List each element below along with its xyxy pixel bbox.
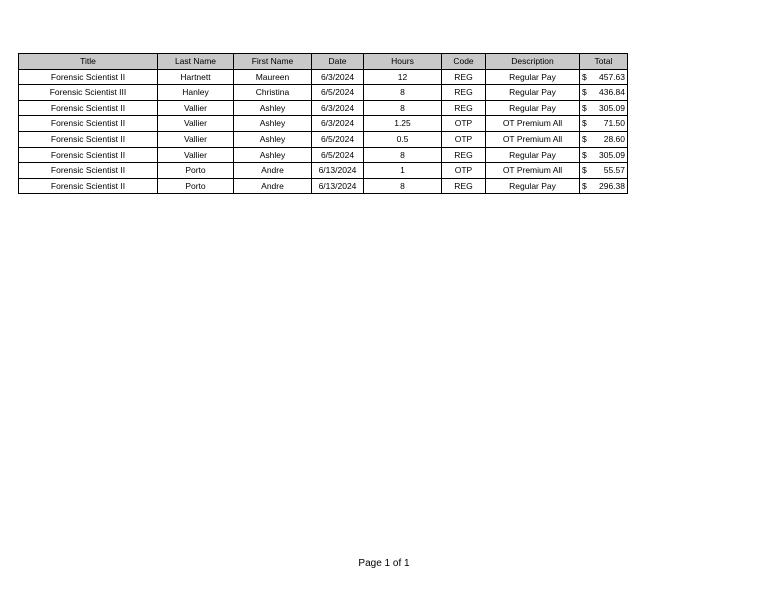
cell-first-name: Ashley	[234, 131, 312, 147]
header-title: Title	[19, 54, 158, 70]
cell-code: REG	[442, 85, 486, 101]
timesheet-table	[18, 53, 628, 194]
currency-symbol: $	[582, 165, 587, 176]
cell-first-name: Andre	[234, 163, 312, 179]
cell-total	[580, 69, 628, 85]
cell-description: Regular Pay	[486, 178, 580, 194]
cell-last-name: Vallier	[158, 100, 234, 116]
currency-symbol: $	[582, 87, 587, 98]
currency-symbol: $	[582, 134, 587, 145]
table-row	[19, 100, 628, 116]
cell-title: Forensic Scientist II	[19, 147, 158, 163]
total-amount: 28.60	[603, 134, 625, 145]
cell-code: REG	[442, 69, 486, 85]
currency-symbol: $	[582, 118, 587, 129]
cell-total	[580, 147, 628, 163]
cell-hours: 0.5	[364, 131, 442, 147]
cell-hours: 8	[364, 100, 442, 116]
cell-hours: 1.25	[364, 116, 442, 132]
cell-total	[580, 85, 628, 101]
cell-hours: 8	[364, 147, 442, 163]
cell-description: Regular Pay	[486, 147, 580, 163]
cell-description: Regular Pay	[486, 100, 580, 116]
table-row	[19, 131, 628, 147]
cell-code: OTP	[442, 116, 486, 132]
page-number: Page 1 of 1	[358, 558, 410, 569]
cell-title: Forensic Scientist II	[19, 69, 158, 85]
cell-first-name: Ashley	[234, 116, 312, 132]
cell-title: Forensic Scientist II	[19, 116, 158, 132]
cell-title: Forensic Scientist II	[19, 178, 158, 194]
cell-first-name: Ashley	[234, 100, 312, 116]
total-amount: 305.09	[599, 102, 625, 113]
cell-date: 6/3/2024	[312, 100, 364, 116]
cell-last-name: Vallier	[158, 147, 234, 163]
cell-date: 6/13/2024	[312, 163, 364, 179]
header-hours: Hours	[364, 54, 442, 70]
cell-first-name: Andre	[234, 178, 312, 194]
cell-total	[580, 178, 628, 194]
cell-total	[580, 163, 628, 179]
header-total: Total	[580, 54, 628, 70]
header-first-name: First Name	[234, 54, 312, 70]
cell-description: OT Premium All	[486, 131, 580, 147]
table-row	[19, 147, 628, 163]
total-amount: 296.38	[599, 180, 625, 191]
currency-symbol: $	[582, 71, 587, 82]
cell-last-name: Porto	[158, 178, 234, 194]
cell-first-name: Ashley	[234, 147, 312, 163]
header-last-name: Last Name	[158, 54, 234, 70]
cell-hours: 8	[364, 178, 442, 194]
currency-symbol: $	[582, 149, 587, 160]
table-row	[19, 178, 628, 194]
table-row	[19, 163, 628, 179]
cell-title: Forensic Scientist II	[19, 100, 158, 116]
cell-last-name: Vallier	[158, 116, 234, 132]
cell-hours: 1	[364, 163, 442, 179]
cell-total	[580, 131, 628, 147]
cell-title: Forensic Scientist II	[19, 163, 158, 179]
cell-title: Forensic Scientist II	[19, 131, 158, 147]
cell-total	[580, 100, 628, 116]
cell-description: Regular Pay	[486, 69, 580, 85]
cell-hours: 8	[364, 85, 442, 101]
cell-code: REG	[442, 100, 486, 116]
cell-date: 6/13/2024	[312, 178, 364, 194]
total-amount: 305.09	[599, 149, 625, 160]
table-row	[19, 85, 628, 101]
cell-total	[580, 116, 628, 132]
cell-description: Regular Pay	[486, 85, 580, 101]
table-body	[19, 69, 628, 194]
currency-symbol: $	[582, 102, 587, 113]
cell-description: OT Premium All	[486, 116, 580, 132]
header-code: Code	[442, 54, 486, 70]
cell-hours: 12	[364, 69, 442, 85]
total-amount: 457.63	[599, 71, 625, 82]
header-row	[19, 54, 628, 70]
cell-title: Forensic Scientist III	[19, 85, 158, 101]
total-amount: 436.84	[599, 87, 625, 98]
cell-description: OT Premium All	[486, 163, 580, 179]
cell-last-name: Porto	[158, 163, 234, 179]
cell-code: REG	[442, 147, 486, 163]
cell-last-name: Hartnett	[158, 69, 234, 85]
table-row	[19, 69, 628, 85]
cell-first-name: Christina	[234, 85, 312, 101]
cell-date: 6/3/2024	[312, 69, 364, 85]
header-description: Description	[486, 54, 580, 70]
header-date: Date	[312, 54, 364, 70]
currency-symbol: $	[582, 180, 587, 191]
table-row	[19, 116, 628, 132]
cell-date: 6/5/2024	[312, 131, 364, 147]
cell-last-name: Vallier	[158, 131, 234, 147]
cell-code: OTP	[442, 131, 486, 147]
cell-date: 6/5/2024	[312, 85, 364, 101]
cell-date: 6/3/2024	[312, 116, 364, 132]
cell-code: REG	[442, 178, 486, 194]
cell-date: 6/5/2024	[312, 147, 364, 163]
cell-last-name: Hanley	[158, 85, 234, 101]
cell-code: OTP	[442, 163, 486, 179]
total-amount: 71.50	[603, 118, 625, 129]
total-amount: 55.57	[603, 165, 625, 176]
cell-first-name: Maureen	[234, 69, 312, 85]
